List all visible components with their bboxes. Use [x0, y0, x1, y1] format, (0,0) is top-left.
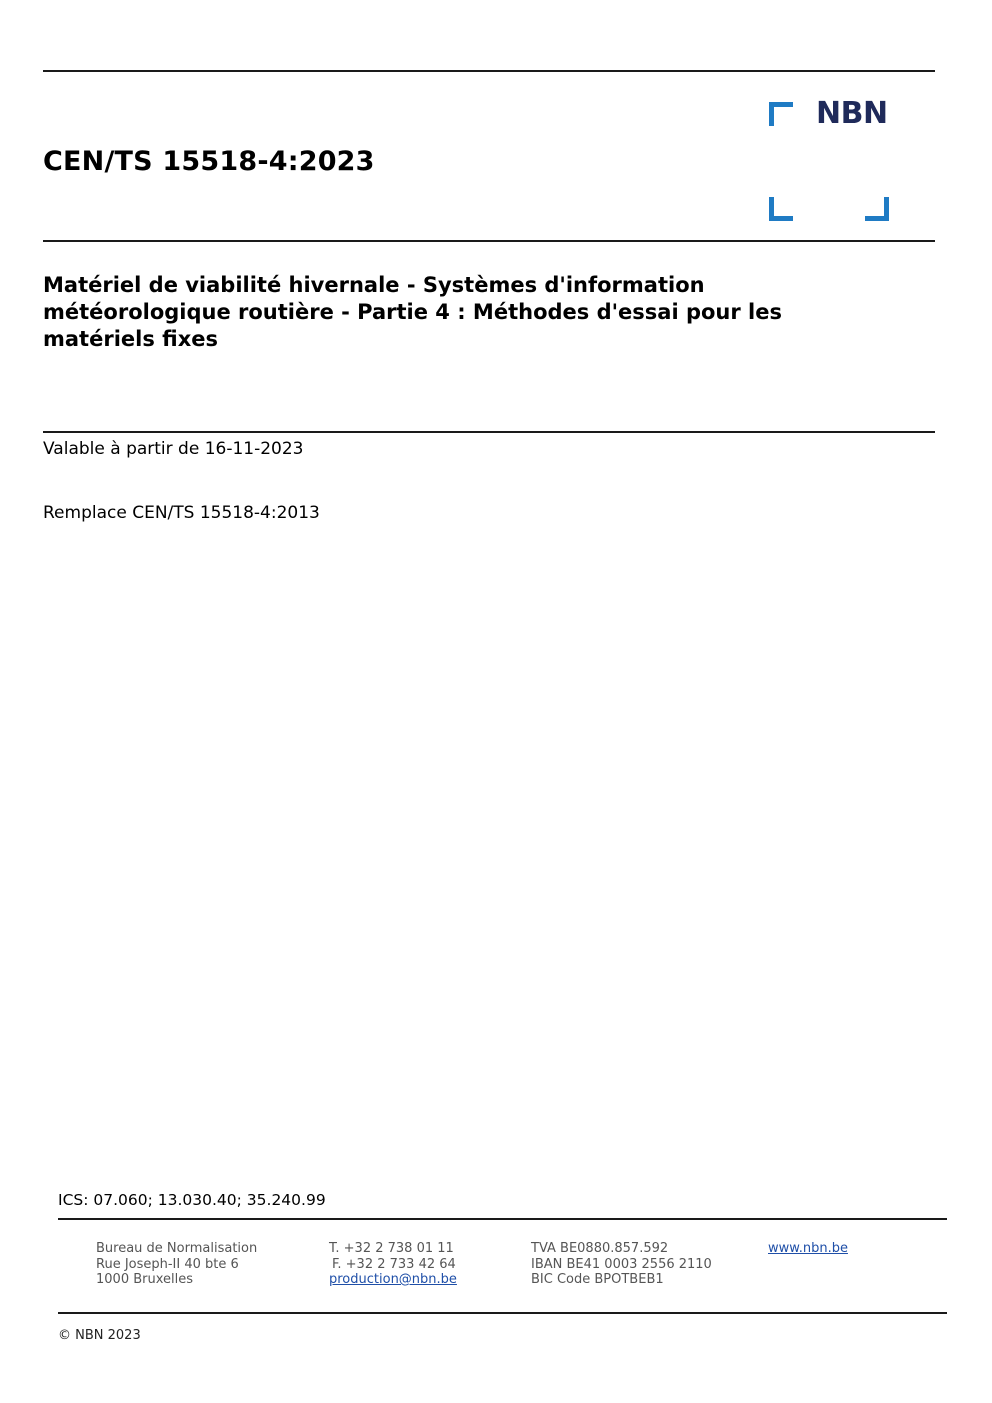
footer-bank: [531, 1241, 712, 1288]
footer-website: [768, 1241, 848, 1257]
logo-wordmark: NBN: [816, 96, 888, 131]
title-line-3: matériels fixes: [43, 327, 218, 351]
header-bottom-rule: [43, 240, 935, 242]
valid-from-text: Valable à partir de 16-11-2023: [43, 439, 304, 459]
title-line-1: Matériel de viabilité hivernale - Systèmes d'information: [43, 273, 705, 297]
address-street: Rue Joseph-II 40 bte 6: [96, 1256, 239, 1272]
document-title: [43, 272, 923, 353]
website-link[interactable]: www.nbn.be: [768, 1241, 848, 1256]
bank-iban: IBAN BE41 0003 2556 2110: [531, 1256, 712, 1272]
bank-bic: BIC Code BPOTBEB1: [531, 1272, 664, 1287]
footer-contact: [329, 1241, 457, 1288]
standard-number: CEN/TS 15518-4:2023: [43, 146, 375, 177]
footer-address: [96, 1241, 257, 1288]
contact-fax: F. +32 2 733 42 64: [332, 1256, 456, 1272]
validity-top-rule: [43, 431, 935, 433]
contact-email-link[interactable]: production@nbn.be: [329, 1272, 457, 1287]
title-line-2: météorologique routière - Partie 4 : Méthodes d'essai pour les: [43, 300, 782, 324]
replaces-text: Remplace CEN/TS 15518-4:2013: [43, 503, 320, 523]
bank-vat: TVA BE0880.857.592: [531, 1241, 669, 1256]
contact-phone: T. +32 2 738 01 11: [329, 1241, 454, 1256]
copyright-notice: © NBN 2023: [58, 1328, 141, 1343]
footer-bottom-rule: [58, 1312, 947, 1314]
address-name: Bureau de Normalisation: [96, 1241, 258, 1256]
top-rule: [43, 70, 935, 72]
address-city: 1000 Bruxelles: [96, 1272, 194, 1287]
footer-top-rule: [58, 1218, 947, 1220]
ics-codes: ICS: 07.060; 13.030.40; 35.240.99: [58, 1191, 326, 1209]
